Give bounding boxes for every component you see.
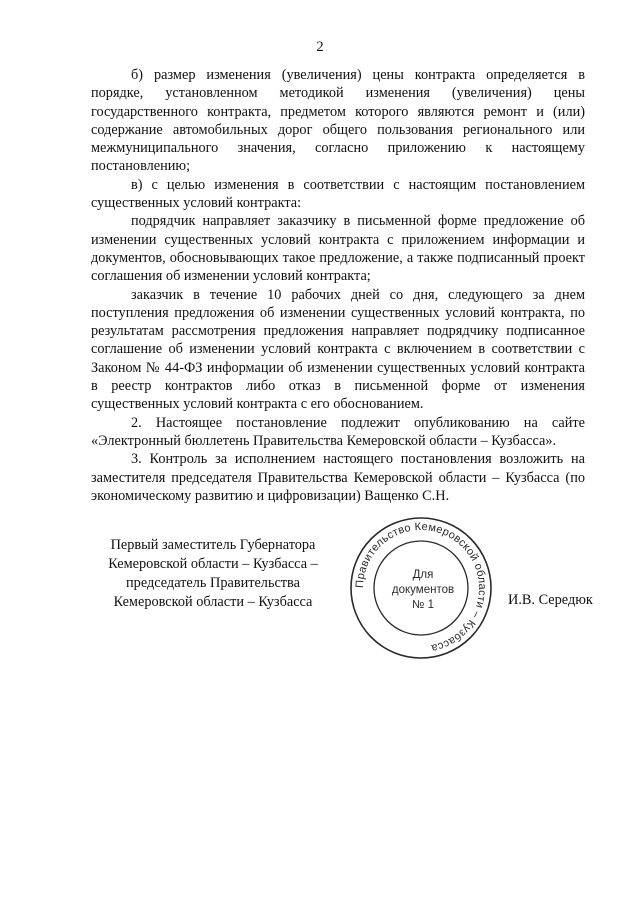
page-number: 2 [316, 39, 324, 55]
stamp-center-line: Для [412, 569, 434, 581]
signatory-title-line: Первый заместитель Губернатора [110, 537, 316, 553]
paragraph-contractor-proposal: подрядчик направляет заказчику в письменной форме предложение об изменении существенных условий контракта с приложением информации и документов, обосновывающих такое предложение, а также подписанный проект соглашения об изменении условий контракта; [91, 213, 585, 285]
paragraph-customer-review: заказчик в течение 10 рабочих дней со дня, следующего за днем поступления предложения об изменении существенных условий контракта, по результатам рассмотрения предложения направляет подрядчику подписанное соглашение об изменении условий контракта с включением в соответствии с Законом № 44-ФЗ информации об изменении существенных условий контракта в реестр контрактов либо отказ в письменной форме от изменения существенных условий контракта с его обоснованием. [91, 286, 585, 413]
signatory-title-line: Кемеровской области – Кузбасса [113, 594, 313, 610]
paragraph-publication: 2. Настоящее постановление подлежит опубликованию на сайте «Электронный бюллетень Правительства Кемеровской области – Кузбасса». [91, 414, 585, 449]
stamp-center-line: документов [391, 584, 455, 596]
paragraph-price-change: б) размер изменения (увеличения) цены контракта определяется в порядке, установленном методикой изменения (увеличения) цены государственного контракта, предметом которого являются ремонт и (или) содержание автомобильных дорог общего пользования регионального или межмуниципального значения, согласно приложению к настоящему постановлению; [91, 67, 585, 175]
signatory-title-line: председатель Правительства [126, 575, 300, 591]
stamp-graphic [347, 514, 495, 662]
paragraph-change-conditions: в) с целью изменения в соответствии с настоящим постановлением существенных условий контракта: [91, 176, 585, 212]
document-body [91, 66, 585, 505]
stamp-center-line: № 1 [412, 599, 434, 611]
signatory-name: И.В. Середюк [508, 592, 593, 608]
signatory-title [82, 536, 344, 612]
official-stamp [347, 514, 495, 662]
paragraph-control: 3. Контроль за исполнением настоящего постановления возложить на заместителя председателя Правительства Кемеровской области – Кузбасса (по экономическому развитию и цифровизации) Ващенко С.Н. [91, 451, 585, 504]
stamp-ring-textpath: Правительство Кемеровской области – Кузбасса [353, 520, 489, 655]
signatory-title-line: Кемеровской области – Кузбасса – [108, 556, 318, 572]
